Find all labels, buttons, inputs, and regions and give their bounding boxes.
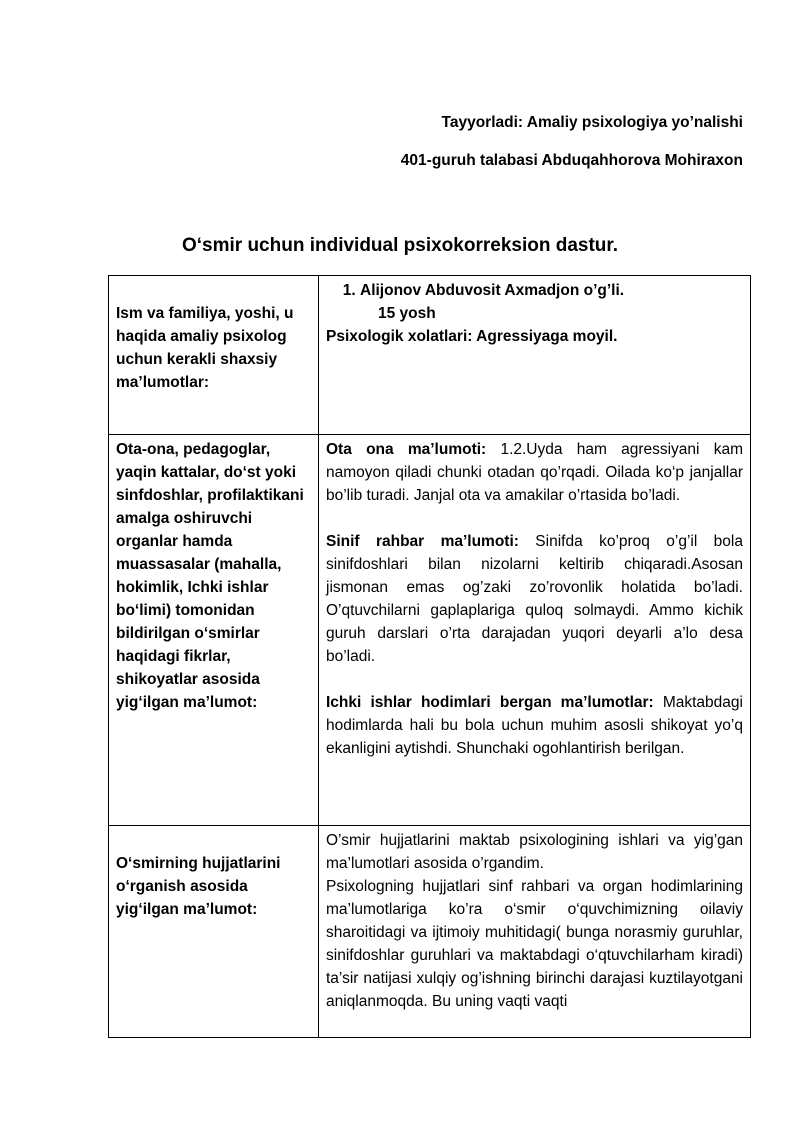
parents-text: 1.2.Uyda ham agressiyani kam namoyon qiladi chunki otadan qo’rqadi. Oilada ko‘p janjallar bo’lib turadi. Janjal ota va amakilar o’rtasida bo’ladi. (326, 441, 743, 504)
parents-paragraph (326, 438, 743, 507)
row-content (319, 826, 751, 1038)
teacher-heading: Sinif rahbar ma’lumoti: (326, 533, 519, 550)
table-row (109, 826, 751, 1038)
table-row (109, 276, 751, 435)
student-list (326, 279, 743, 302)
personal-info-label: Ism va familiya, yoshi, u haqida amaliy psixolog uchun kerakli shaxsiy ma’lumotlar: (116, 305, 294, 391)
psych-condition: Psixologik xolatlari: Agressiyaga moyil. (326, 328, 618, 345)
police-paragraph (326, 691, 743, 760)
document-title: O‘smir uchun individual psixokorreksion dastur. (181, 235, 619, 256)
prepared-by-line: Tayyorladi: Amaliy psixologiya yo’nalishi (441, 114, 743, 131)
police-heading: Ichki ishlar hodimlari bergan ma’lumotlar: (326, 694, 654, 711)
documents-paragraph-1: O’smir hujjatlarini maktab psixologining ishlari va yig’gan ma’lumotlari asosida o’rgandim. (326, 832, 743, 872)
student-age: 15 yosh (378, 305, 436, 322)
teacher-text: Sinifda ko’proq o’g’il bola sinifdoshlari bilan nizolarni keltirib chiqaradi.Asosan jismonan emas og’zaki zo’rovonlik holatida bo’ladi. O’qtuvchilarni gaplaplariga quloq solmaydi. Ammo kichik guruh darslari o’rta darajadan yuqori deyarli a’lo desa bo’ladi. (326, 533, 743, 665)
list-item: 1. Alijonov Abduvosit Axmadjon o’g’li. (360, 279, 743, 302)
police-text: Maktabdagi hodimlarda hali bu bola uchun muhim asosli shikoyat yo’q ekanligini aytishdi. Shunchaki ogohlantirish berilgan. (326, 694, 743, 757)
documents-label: O‘smirning hujjatlarini o‘rganish asosida yig‘ilgan ma’lumot: (116, 855, 281, 918)
row-label (109, 435, 319, 826)
teacher-paragraph (326, 530, 743, 668)
row-content (319, 276, 751, 435)
documents-content (326, 829, 743, 1028)
parents-heading: Ota ona ma’lumoti: (326, 441, 487, 458)
program-table (108, 275, 751, 1038)
documents-paragraph-2: Psixologning hujjatlari sinf rahbari va organ hodimlarining ma’lumotlariga ko’ra o‘smir o‘quvchimizning oilaviy sharoitidagi va ijtimoiy muhitidagi( bunga norasmiy guruhlar, sinifdoshlar guruhlari va maktabdagi o‘qtuvchilarham kiradi) ta’sir natijasi xulqiy og’ishning birinchi darajasi kuztilayotgani aniqlanmoqda. Bu uning vaqti vaqti (326, 878, 743, 1010)
row-content (319, 435, 751, 826)
student-line: 401-guruh talabasi Abduqahhorova Mohiraxon (400, 152, 743, 169)
opinions-label: Ota-ona, pedagoglar, yaqin kattalar, do‘st yoki sinfdoshlar, profilaktikani amalga oshiruvchi organlar hamda muassasalar (mahalla, hokimlik, Ichki ishlar bo‘limi) tomonidan bildirilgan o‘smirlar haqidagi fikrlar, shikoyatlar asosida yig‘ilgan ma’lumot: (116, 441, 304, 711)
table-row (109, 435, 751, 826)
row-label (109, 826, 319, 1038)
row-label (109, 276, 319, 435)
